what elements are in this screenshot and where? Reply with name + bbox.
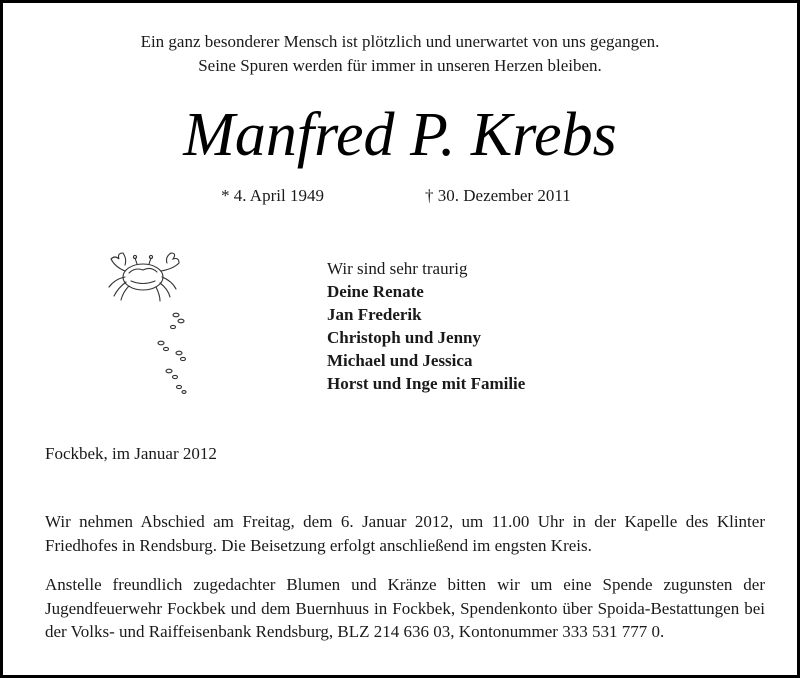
birth-date: * 4. April 1949 bbox=[221, 186, 324, 205]
intro-line-1: Ein ganz besonderer Mensch ist plötzlich und unerwartet von uns gegangen. bbox=[140, 32, 660, 51]
mourner-name: Jan Frederik bbox=[327, 305, 422, 324]
mourner-name: Christoph und Jenny bbox=[327, 328, 482, 347]
mourner-name: Deine Renate bbox=[327, 282, 424, 301]
donation-paragraph: Anstelle freundlich zugedachter Blumen und Kränze bitten wir um eine Spende zugunsten der Jugendfeuerwehr Fockbek und dem Buernhuus in Fockbek, Spendenkonto über Spoida-Bestattungen bei der Volks- und Raiffeisenbank Rendsburg, BLZ 214 636 03, Kontonummer 333 531 777 0. bbox=[45, 575, 765, 641]
mourner-name: Horst und Inge mit Familie bbox=[327, 374, 526, 393]
place-and-date: Fockbek, im Januar 2012 bbox=[45, 444, 217, 463]
ceremony-paragraph: Wir nehmen Abschied am Freitag, dem 6. Januar 2012, um 11.00 Uhr in der Kapelle des Klinter Friedhofes in Rendsburg. Die Beisetzung erfolgt anschließend im engsten Kreis. bbox=[45, 512, 765, 555]
deceased-name: Manfred P. Krebs bbox=[183, 101, 617, 169]
mourner-name: Michael und Jessica bbox=[327, 351, 473, 370]
intro-text bbox=[3, 30, 797, 78]
mourners-list bbox=[327, 257, 525, 395]
intro-line-2: Seine Spuren werden für immer in unseren Herzen bleiben. bbox=[198, 56, 602, 75]
death-date: † 30. Dezember 2011 bbox=[425, 186, 571, 205]
mourners-intro: Wir sind sehr traurig bbox=[327, 259, 468, 278]
crab-with-footprints-icon bbox=[101, 243, 201, 403]
